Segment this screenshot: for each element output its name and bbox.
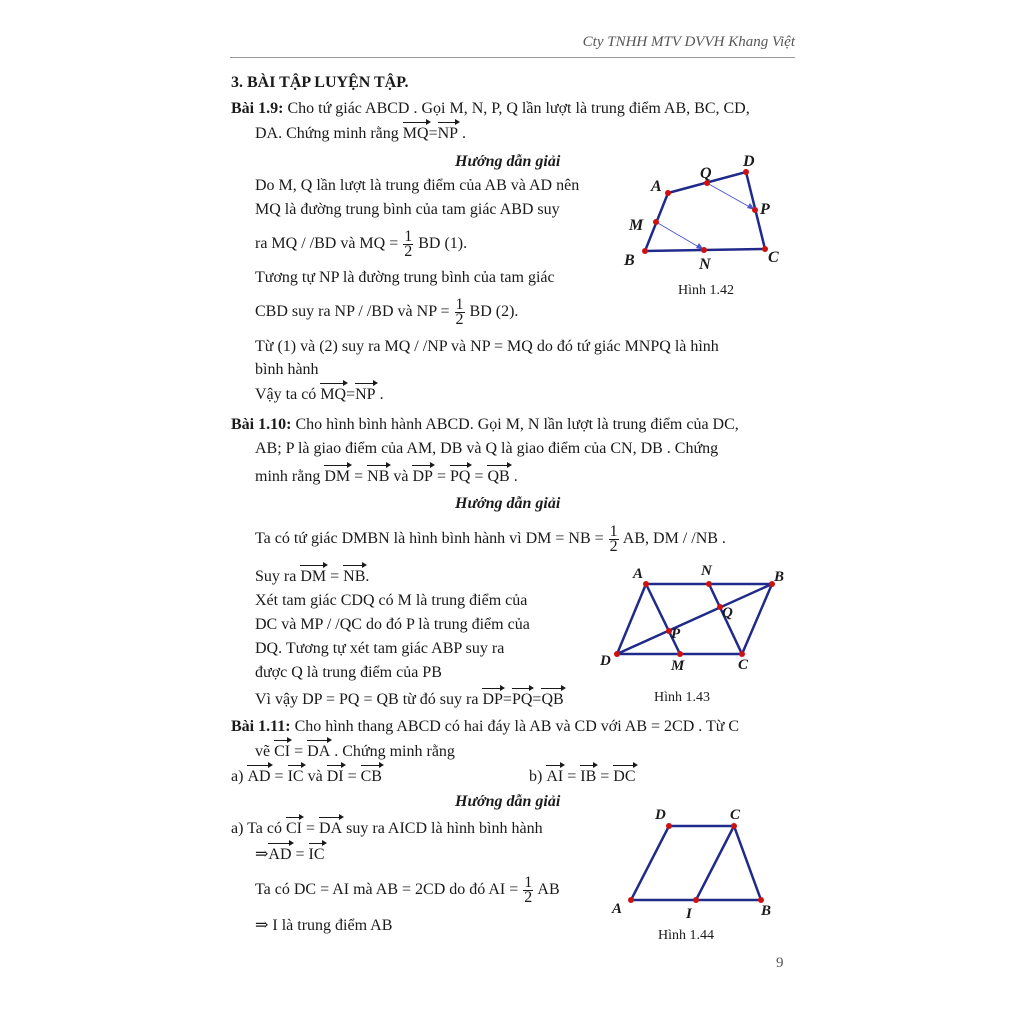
- equals-sign: =: [274, 768, 284, 785]
- label-i: I: [686, 906, 692, 922]
- exercise-1-10-line2: AB; P là giao điểm của AM, DB và Q là giao điểm của CN, DB . Chứng: [255, 440, 719, 457]
- vector-mn-line: [656, 222, 704, 250]
- section-title: 3. BÀI TẬP LUYỆN TẬP.: [231, 74, 409, 91]
- publisher-header: Cty TNHH MTV DVVH Khang Việt: [582, 34, 795, 50]
- sol-1-10-line1: [255, 525, 726, 554]
- vector-mq: MQ: [320, 384, 346, 406]
- equals-sign: =: [306, 820, 316, 837]
- equals-sign: =: [567, 768, 577, 785]
- equals-sign: =: [295, 846, 305, 863]
- figure-1-42: [615, 148, 795, 298]
- sol-1-10-line1-b: AB, DM / /NB .: [622, 530, 726, 548]
- exercise-1-9-label: Bài 1.9:: [231, 100, 284, 117]
- equals-sign: =: [294, 743, 304, 760]
- label-a: A: [633, 566, 644, 582]
- label-m: M: [629, 217, 644, 234]
- vector-ai: AI: [546, 766, 563, 788]
- vector-ad: AD: [268, 844, 291, 866]
- vector-ad: AD: [247, 766, 270, 788]
- exercise-1-10-line1: [231, 414, 739, 436]
- vector-da: DA: [319, 818, 342, 840]
- vector-cb: CB: [361, 766, 382, 788]
- label-d: D: [600, 653, 611, 669]
- vector-ib: IB: [580, 766, 596, 788]
- equals-sign: =: [532, 691, 542, 708]
- sol-1-9-line6: Từ (1) và (2) suy ra MQ / /NP và NP = MQ do đó tứ giác MNPQ là hình: [255, 338, 719, 355]
- sol-1-11-line2: [255, 844, 325, 866]
- page-number: 9: [776, 955, 784, 971]
- fraction-half: $\frac{1}{2}$: [524, 874, 533, 906]
- vector-dp: DP: [482, 689, 502, 711]
- vector-qb: QB: [487, 466, 509, 488]
- period: .: [365, 568, 370, 585]
- sol-1-10-line7-a: Vì vậy DP = PQ = QB từ đó suy ra: [255, 691, 479, 708]
- sol-1-9-line8: [255, 384, 384, 406]
- label-d: D: [743, 153, 755, 170]
- equals-sign: =: [346, 386, 356, 403]
- fraction-half: $\frac{1}{2}$: [609, 523, 618, 555]
- period: .: [462, 125, 467, 142]
- sol-1-11-line3-a: Ta có DC = AI mà AB = 2CD do đó AI =: [255, 881, 519, 899]
- vector-nb: NB: [367, 466, 389, 488]
- sol-1-9-line2: MQ là đường trung bình của tam giác ABD suy: [255, 201, 560, 218]
- exercise-1-11-text1: Cho hình thang ABCD có hai đáy là AB và CD với AB = 2CD . Từ C: [294, 718, 740, 735]
- vector-dm: DM: [300, 566, 326, 588]
- exercise-1-11-line2-a: vẽ: [255, 743, 271, 760]
- sol-1-9-line1: Do M, Q lần lượt là trung điểm của AB và AD nên: [255, 177, 580, 194]
- label-q: Q: [722, 605, 733, 621]
- vector-ci: CI: [274, 741, 290, 763]
- label-b: B: [774, 569, 785, 585]
- exercise-1-9-line2: [255, 123, 466, 145]
- sol-1-9-line4: Tương tự NP là đường trung bình của tam giác: [255, 269, 555, 286]
- equals-sign: =: [502, 691, 512, 708]
- exercise-1-11-line2-b: . Chứng minh rằng: [334, 743, 455, 760]
- sol-1-9-line3: [255, 230, 467, 259]
- vector-ci: CI: [286, 818, 302, 840]
- exercise-1-9-text2: DA. Chứng minh rằng: [255, 125, 399, 142]
- equals-sign: =: [354, 468, 364, 485]
- figure-1-43: [596, 562, 796, 712]
- label-n: N: [701, 563, 712, 579]
- label-b: B: [624, 252, 635, 269]
- sol-1-9-line5-b: BD (2).: [469, 303, 519, 321]
- sol-1-9-line3-b: BD (1).: [418, 235, 468, 253]
- vector-dp: DP: [412, 466, 432, 488]
- sol-1-9-line8-a: Vậy ta có: [255, 386, 317, 403]
- exercise-1-11-line1: [231, 716, 739, 738]
- exercise-1-9-text1: Cho tứ giác ABCD . Gọi M, N, P, Q lần lượt là trung điểm AB, BC, CD,: [287, 100, 750, 117]
- vector-pq: PQ: [512, 689, 532, 711]
- sol-1-11-line3-b: AB: [537, 881, 560, 899]
- vector-mq: MQ: [403, 123, 429, 145]
- vector-ic: IC: [309, 844, 325, 866]
- header-rule: [230, 57, 795, 58]
- exercise-1-11-label: Bài 1.11:: [231, 718, 291, 735]
- diagonal-db: [617, 584, 772, 654]
- sol-1-10-line6: được Q là trung điểm của PB: [255, 664, 442, 681]
- exercise-1-10-text1: Cho hình bình hành ABCD. Gọi M, N lần lượt là trung điểm của DC,: [295, 416, 739, 433]
- fraction-half: $\frac{1}{2}$: [404, 228, 413, 260]
- sol-1-11-line1-b: suy ra AICD là hình bình hành: [346, 820, 543, 837]
- guide-title-1-9: Hướng dẫn giải: [455, 153, 561, 170]
- label-c: C: [730, 807, 741, 823]
- guide-title-1-11: Hướng dẫn giải: [455, 793, 561, 810]
- sol-1-10-line4: DC và MP / /QC do đó P là trung điểm của: [255, 616, 530, 633]
- vector-dm: DM: [324, 466, 350, 488]
- equals-sign: =: [600, 768, 610, 785]
- sol-1-11-line1: [231, 818, 543, 840]
- vector-ic: IC: [288, 766, 304, 788]
- vector-np: NP: [355, 384, 375, 406]
- sol-1-10-line7: [255, 689, 564, 711]
- equals-sign: =: [330, 568, 340, 585]
- caption-1-42: Hình 1.42: [678, 283, 734, 298]
- vector-qp-line: [707, 183, 755, 210]
- label-q: Q: [700, 165, 712, 182]
- label-m: M: [671, 658, 685, 674]
- equals-sign: =: [474, 468, 484, 485]
- vector-di: DI: [327, 766, 344, 788]
- label-b: B: [761, 903, 772, 919]
- label-p: P: [760, 201, 770, 218]
- label-p: P: [671, 626, 681, 642]
- sol-1-9-line3-a: ra MQ / /BD và MQ =: [255, 235, 399, 253]
- guide-title-1-10: Hướng dẫn giải: [455, 495, 561, 512]
- equals-sign: =: [436, 468, 446, 485]
- exercise-1-11-part-b: [529, 766, 636, 788]
- label-c: C: [768, 249, 779, 266]
- segment-ci: [696, 826, 734, 900]
- and-word: và: [393, 468, 409, 485]
- vector-dc: DC: [613, 766, 635, 788]
- vector-np: NP: [438, 123, 458, 145]
- segment-am: [646, 584, 680, 654]
- implies-arrow: ⇒: [255, 846, 269, 863]
- sol-1-10-line3: Xét tam giác CDQ có M là trung điểm của: [255, 592, 528, 609]
- label-a: A: [612, 901, 623, 917]
- sol-1-11-line1-a: a) Ta có: [231, 820, 282, 837]
- equals-sign: =: [428, 125, 438, 142]
- exercise-1-10-line3: [255, 466, 518, 488]
- exercise-1-10-line3-a: minh rằng: [255, 468, 321, 485]
- sol-1-10-line2-a: Suy ra: [255, 568, 297, 585]
- sol-1-11-line3: [255, 876, 560, 905]
- and-word: và: [307, 768, 323, 785]
- exercise-1-11-part-a: [231, 766, 382, 788]
- vector-pq: PQ: [450, 466, 470, 488]
- fraction-half: $\frac{1}{2}$: [455, 296, 464, 328]
- exercise-1-9-line1: [231, 98, 750, 120]
- label-d: D: [655, 807, 666, 823]
- caption-1-43: Hình 1.43: [654, 690, 710, 705]
- sol-1-11-line4: ⇒ I là trung điểm AB: [255, 917, 393, 934]
- exercise-1-11-line2: [255, 741, 455, 763]
- label-n: N: [699, 256, 711, 273]
- sol-1-9-line5-a: CBD suy ra NP / /BD và NP =: [255, 303, 450, 321]
- caption-1-44: Hình 1.44: [658, 928, 714, 943]
- trapezoid-abcd: [631, 826, 761, 900]
- equals-sign: =: [347, 768, 357, 785]
- period: .: [379, 386, 384, 403]
- part-b-label: b): [529, 768, 543, 785]
- vector-da: DA: [307, 741, 330, 763]
- part-a-label: a): [231, 768, 244, 785]
- exercise-1-10-label: Bài 1.10:: [231, 416, 292, 433]
- sol-1-10-line5: DQ. Tương tự xét tam giác ABP suy ra: [255, 640, 505, 657]
- vector-nb: NB: [343, 566, 365, 588]
- label-a: A: [651, 178, 662, 195]
- period: .: [513, 468, 518, 485]
- label-c: C: [738, 657, 749, 673]
- sol-1-10-line2: [255, 566, 369, 588]
- vector-qb: QB: [541, 689, 563, 711]
- sol-1-9-line7: bình hành: [255, 361, 319, 378]
- sol-1-9-line5: [255, 298, 518, 327]
- figure-1-44: [606, 800, 786, 948]
- sol-1-10-line1-a: Ta có tứ giác DMBN là hình bình hành vì DM = NB =: [255, 530, 604, 548]
